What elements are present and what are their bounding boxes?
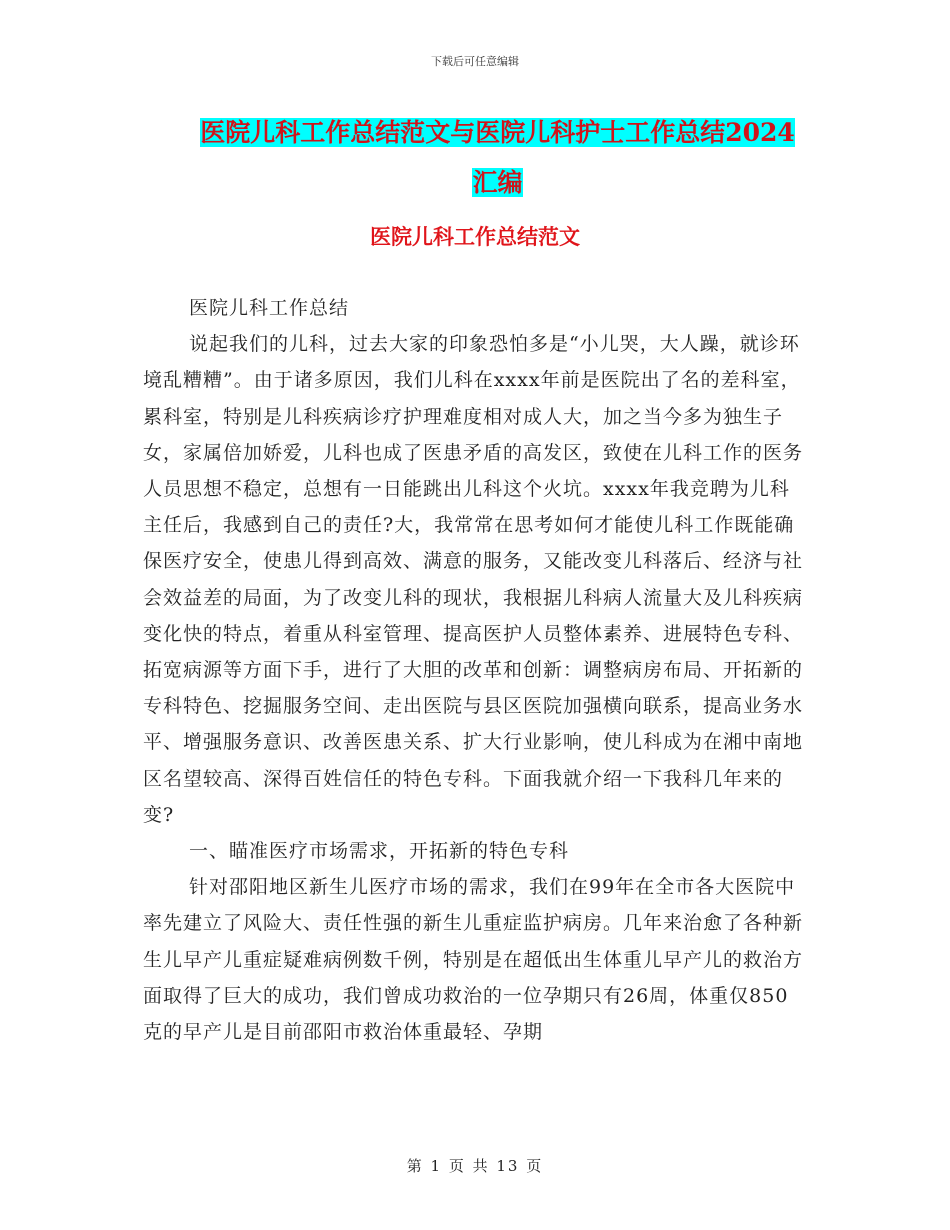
paragraph: 针对邵阳地区新生儿医疗市场的需求，我们在99年在全市各大医院中率先建立了风险大、责任性强的新生儿重症监护病房。几年来治愈了各种新生儿早产儿重症疑难病例数千例，特别是在超低出生体重儿早产儿的救治方面取得了巨大的成功，我们曾成功救治的一位孕期只有26周，体重仅850克的早产儿是目前邵阳市救治体重最轻、孕期 (143, 876, 804, 1044)
paragraph-heading: 医院儿科工作总结 (189, 297, 350, 319)
subsection-heading: 一、瞄准医疗市场需求，开拓新的特色专科 (189, 840, 570, 863)
section-title: 医院儿科工作总结范文 (370, 225, 580, 249)
title-line-1: 医院儿科工作总结范文与医院儿科护士工作总结2024 (200, 118, 795, 147)
paragraph: 说起我们的儿科，过去大家的印象恐怕多是“小儿哭，大人躁，就诊环境乱糟糟”。由于诸多原因，我们儿科在xxxx年前是医院出了名的差科室，累科室，特别是儿科疾病诊疗护理难度相对成人大，加之当今多为独生子女，家属倍加娇爱，儿科也成了医患矛盾的高发区，致使在儿科工作的医务人员思想不稳定，总想有一日能跳出儿科这个火坑。xxxx年我竞聘为儿科主任后，我感到自己的责任?大，我常常在思考如何才能使儿科工作既能确保医疗安全，使患儿得到高效、满意的服务，又能改变儿科落后、经济与社会效益差的局面，为了改变儿科的现状，我根据儿科病人流量大及儿科疾病变化快的特点，着重从科室管理、提高医护人员整体素养、进展特色专科、拓宽病源等方面下手，进行了大胆的改革和创新：调整病房布局、开拓新的专科特色、挖掘服务空间、走出医院与县区医院加强横向联系，提高业务水平、增强服务意识、改善医患关系、扩大行业影响，使儿科成为在湘中南地区名望较高、深得百姓信任的特色专科。下面我就介绍一下我科几年来的变? (143, 333, 804, 826)
page-footer: 第 1 页 共 13 页 (406, 1157, 544, 1175)
body-text (143, 290, 803, 1050)
header-note: 下载后可任意编辑 (431, 55, 519, 68)
title-line-2: 汇编 (472, 168, 523, 197)
document-title (190, 108, 805, 208)
